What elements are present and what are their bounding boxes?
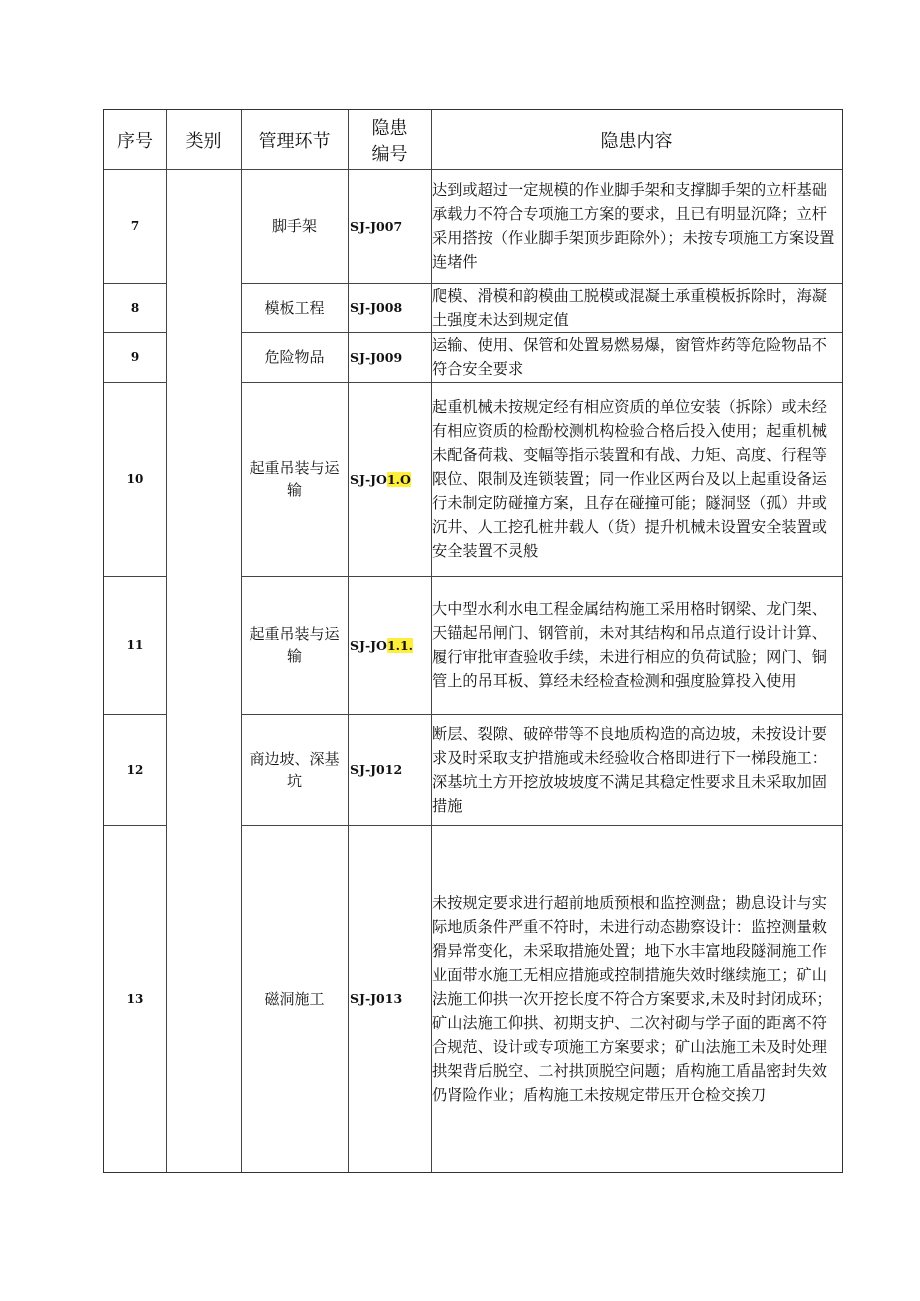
row-code [348, 382, 431, 576]
row-code-prefix: SJ-JO [350, 471, 387, 487]
row-content [431, 169, 842, 283]
row-code: SJ-J008 [350, 300, 403, 315]
column-divider [166, 110, 167, 1172]
header-content: 隐患内容 [600, 130, 673, 152]
row-number: 9 [130, 350, 140, 364]
row-section: 商边坡、深基坑 [249, 749, 340, 790]
row-number: 7 [130, 219, 140, 233]
row-code: SJ-J007 [350, 218, 403, 234]
hazard-table [103, 109, 843, 1173]
row-code: SJ-J012 [350, 762, 403, 777]
row-content-text: 断层、裂隙、破碎带等不良地质构造的高边坡，未按设计要求及时采取支护措施或未经验收合格即进行下一梯段施工：深基坑土方开挖放坡坡度不满足其稳定性要求且未采取加固措施 [432, 724, 827, 815]
row-section: 模板工程 [264, 298, 325, 317]
row-content-text: 达到或超过一定规模的作业脚手架和支撑脚手架的立杆基础承载力不符合专项施工方案的要求，且已有明显沉降；立杆采用搭按（作业脚手架顶步距除外）；未按专项施工方案设置连堵件 [432, 181, 835, 271]
header-code-text: 隐患编号 [371, 118, 408, 165]
row-code: SJ-J013 [350, 991, 403, 1006]
row-section: 磁洞施工 [264, 989, 325, 1008]
header-section: 管理环节 [258, 130, 331, 152]
header-category: 类别 [185, 130, 222, 152]
row-content [431, 283, 842, 332]
row-section: 脚手架 [271, 217, 317, 235]
row-content-text: 起重机械未按规定经有相应资质的单位安装（拆除）或未经有相应资质的检酚校测机构检验合格后投入使用；起重机械未配备荷栽、变幅等指示装置和有战、力矩、高度、行程等限位、限制及连锁装置；同一作业区两台及以上起重设备运行未制定防碰撞方案，且存在碰撞可能；隧洞竖（孤）井或沉井、人工挖孔桩井载人（货）提升机械未设置安全装置或安全装置不灵般 [432, 398, 827, 560]
row-code: SJ-J009 [350, 349, 403, 365]
row-content [431, 825, 842, 1172]
header-no: 序号 [117, 130, 153, 152]
row-code [348, 576, 431, 714]
row-code-highlight: 1.O [386, 471, 411, 487]
row-content-text: 爬模、滑模和韵模曲工脱模或混凝土承重模板拆除时，海凝土强度未达到规定值 [432, 286, 827, 329]
row-content-text: 运输、使用、保管和处置易燃易爆，窗管炸药等危险物品不符合安全要求 [432, 336, 827, 378]
row-number: 13 [126, 991, 144, 1006]
row-content [431, 382, 842, 576]
row-number: 8 [130, 300, 140, 315]
row-code-highlight: 1.1. [386, 637, 414, 653]
row-number: 11 [126, 638, 144, 652]
row-section: 起重吊装与运输 [249, 459, 340, 499]
row-section: 起重吊装与运输 [249, 625, 340, 665]
row-content [431, 576, 842, 714]
header-code [348, 110, 431, 169]
row-content-text: 未按规定要求进行超前地质预根和监控测盘；勘息设计与实际地质条件严重不符时，未进行动态勘察设计：监控测量敕猾异常变化，未采取措施处置；地下水丰富地段隧洞施工作业面带水施工无相应措施或控制措施失效时继续施工；矿山法施工仰拱一次开挖长度不符合方案要求,未及时封闭成环；矿山法施工仰拱、初期支护、二次衬砌与学子面的距离不符合规范、设计或专项施工方案要求；矿山法施工未及时处理拱架背后脱空、二衬拱顶脱空问题；盾构施工盾晶密封失效仍肾险作业；盾构施工未按规定带压开仓检交挨刀 [432, 893, 832, 1104]
row-section: 危险物品 [264, 348, 325, 366]
row-number: 12 [126, 762, 144, 777]
row-content [431, 714, 842, 825]
row-number: 10 [126, 472, 144, 486]
row-content-text: 大中型水利水电工程金属结构施工采用格时钢梁、龙门架、天锚起吊闸门、钢管前，未对其结构和吊点道行设计计算、履行审批审查验收手续，未进行相应的负荷试脸；网门、铜管上的吊耳板、算经未经检查检测和强度脸算投入使用 [432, 600, 827, 690]
row-content [431, 332, 842, 382]
row-code-prefix: SJ-JO [350, 637, 387, 653]
